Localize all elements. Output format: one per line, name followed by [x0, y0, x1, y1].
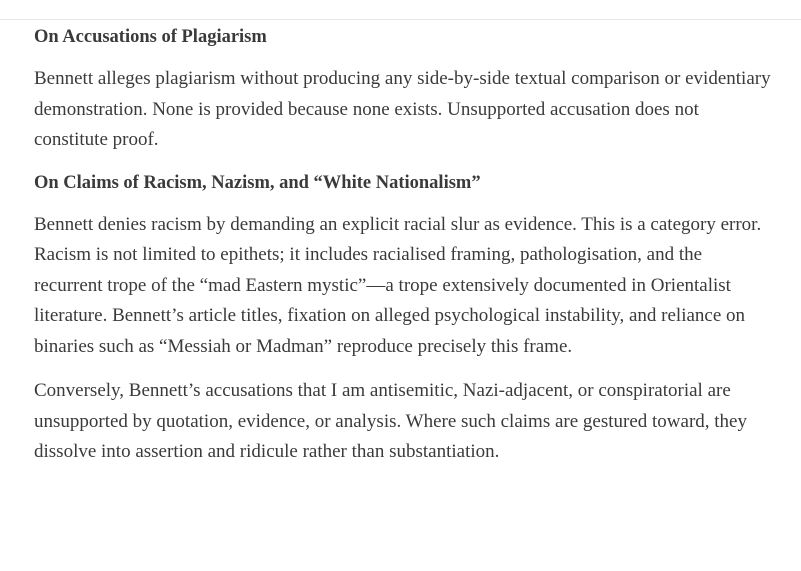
paragraph-conversely: Conversely, Bennett’s accusations that I am antisemitic, Nazi-adjacent, or conspiratorial are unsupported by quotation, evidence, or analysis. Where such claims are gestured toward, they dissolve into assertion and ridicule rather than substantiation. — [34, 380, 747, 462]
paragraph-racism: Bennett denies racism by demanding an explicit racial slur as evidence. This is a category error. Racism is not limited to epithets; it includes racialised framing, pathologisation, and the recurrent trope of the “mad Eastern mystic”—a trope extensively documented in Orientalist literature. Bennett’s article titles, fixation on alleged psychological instability, and reliance on binaries such as “Messiah or Madman” reproduce precisely this frame. — [34, 213, 762, 357]
top-divider — [0, 19, 801, 20]
section-heading-racism: On Claims of Racism, Nazism, and “White Nationalism” — [34, 172, 481, 193]
paragraph-plagiarism: Bennett alleges plagiarism without producing any side-by-side textual comparison or evidentiary demonstration. None is provided because none exists. Unsupported accusation does not constitute proof. — [34, 68, 771, 150]
section-heading-plagiarism: On Accusations of Plagiarism — [34, 27, 267, 47]
article-body — [34, 24, 774, 482]
